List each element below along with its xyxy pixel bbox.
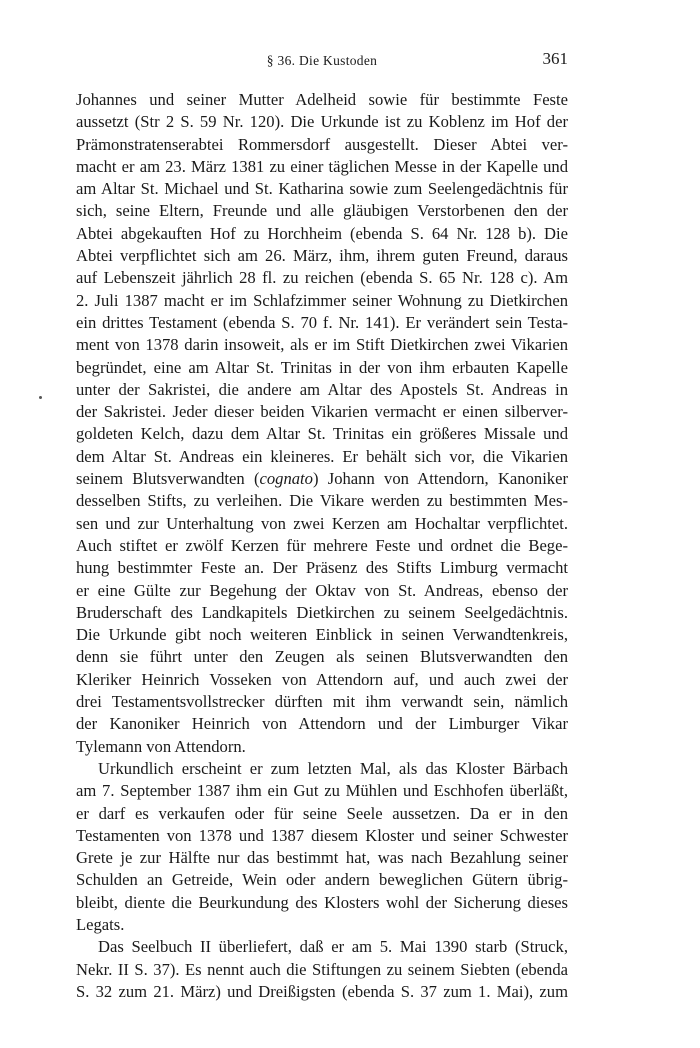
text-line: er eine Gülte zur Begehung der Oktav von St. Andreas, ebenso der bbox=[76, 580, 568, 600]
text-line: Bruderschaft des Landkapitels Dietkirchen zu seinem Seelgedächtnis. bbox=[76, 602, 568, 622]
text-line: am Altar St. Michael und St. Katharina sowie zum Seelengedächtnis für bbox=[76, 179, 568, 199]
text-line: Auch stiftet er zwölf Kerzen für mehrere Feste und ordnet die Bege- bbox=[76, 535, 568, 555]
text-line: Abtei abgekauften Hof zu Horchheim (ebenda S. 64 Nr. 128 b). Die bbox=[76, 223, 568, 243]
text-line: macht er am 23. März 1381 zu einer täglichen Messe in der Kapelle und bbox=[76, 156, 568, 176]
text-line: unter der Sakristei, die andere am Altar des Apostels St. Andreas in bbox=[76, 379, 568, 399]
text-line: Urkundlich erscheint er zum letzten Mal, als das Kloster Bärbach bbox=[98, 758, 568, 778]
text-line: Legats. bbox=[76, 914, 125, 934]
text-line: der Kanoniker Heinrich von Attendorn und der Limburger Vikar bbox=[76, 714, 568, 734]
text-line: desselben Stifts, zu verleihen. Die Vikare werden zu bestimmten Mes- bbox=[76, 491, 568, 511]
text-line: denn sie führt unter den Zeugen als seinen Blutsverwandten den bbox=[76, 647, 568, 667]
text-line: auf Lebenszeit jährlich 28 fl. zu reichen (ebenda S. 65 Nr. 128 c). Am bbox=[76, 268, 568, 288]
text-line: aussetzt (Str 2 S. 59 Nr. 120). Die Urkunde ist zu Koblenz im Hof der bbox=[76, 112, 568, 132]
text-line: Das Seelbuch II überliefert, daß er am 5. Mai 1390 starb (Struck, bbox=[98, 937, 568, 957]
text-line: goldeten Kelch, dazu dem Altar St. Trinitas ein größeres Missale und bbox=[76, 424, 568, 444]
text-line: der Sakristei. Jeder dieser beiden Vikarien vermacht er einen silberver- bbox=[76, 402, 568, 422]
text-line: begründet, eine am Altar St. Trinitas in der von ihm erbauten Kapelle bbox=[76, 357, 568, 377]
text-line: am 7. September 1387 ihm ein Gut zu Mühlen und Eschhofen überläßt, bbox=[76, 781, 568, 801]
text-line: bleibt, diente die Beurkundung des Klosters wohl der Sicherung dieses bbox=[76, 892, 568, 912]
text-line: Nekr. II S. 37). Es nennt auch die Stiftungen zu seinem Siebten (ebenda bbox=[76, 959, 568, 979]
text-line: Prämonstratenserabtei Rommersdorf ausgestellt. Dieser Abtei ver- bbox=[76, 134, 568, 154]
text-line: Johannes und seiner Mutter Adelheid sowie für bestimmte Feste bbox=[76, 90, 568, 109]
text-line: Schulden an Getreide, Wein oder andern beweglichen Gütern übrig- bbox=[76, 870, 568, 890]
text-line: seinem Blutsverwandten (cognato) Johann von Attendorn, Kanoniker bbox=[76, 469, 568, 489]
text-line: Tylemann von Attendorn. bbox=[76, 736, 246, 756]
text-line: Testamenten von 1378 und 1387 diesem Kloster und seiner Schwester bbox=[76, 825, 568, 845]
text-line: ment von 1378 darin insoweit, als er im Stift Dietkirchen zwei Vikarien bbox=[76, 335, 568, 355]
text-line: Grete je zur Hälfte nur das bestimmt hat, was nach Bezahlung seiner bbox=[76, 848, 568, 868]
text-line: Kleriker Heinrich Vosseken von Attendorn auf, und auch zwei der bbox=[76, 669, 568, 689]
text-line: sen und zur Unterhaltung von zwei Kerzen am Hochaltar verpflichtet. bbox=[76, 513, 568, 533]
text-line: Die Urkunde gibt noch weiteren Einblick in seinen Verwandtenkreis, bbox=[76, 625, 568, 645]
text-line: 2. Juli 1387 macht er im Schlafzimmer seiner Wohnung zu Dietkirchen bbox=[76, 290, 568, 310]
text-line: Abtei verpflichtet sich am 26. März, ihm, ihrem guten Freund, daraus bbox=[76, 246, 568, 266]
text-line: er darf es verkaufen oder für seine Seele aussetzen. Da er in den bbox=[76, 803, 568, 823]
page-number: 361 bbox=[542, 49, 568, 68]
text-line: drei Testamentsvollstrecker dürften mit ihm verwandt sein, nämlich bbox=[76, 692, 568, 712]
margin-mark bbox=[39, 396, 42, 399]
running-title: § 36. Die Kustoden bbox=[266, 53, 378, 68]
page-header bbox=[76, 49, 568, 71]
text-line: ein drittes Testament (ebenda S. 70 f. Nr. 141). Er verändert sein Testa- bbox=[76, 312, 568, 332]
text-line: hung bestimmter Feste an. Der Präsenz des Stifts Limburg vermacht bbox=[76, 558, 568, 578]
text-line: sich, seine Eltern, Freunde und alle gläubigen Verstorbenen den der bbox=[76, 201, 568, 221]
text-line: S. 32 zum 21. März) und Dreißigsten (ebenda S. 37 zum 1. Mai), zum bbox=[76, 981, 568, 1001]
body-text bbox=[76, 89, 568, 1003]
text-line: dem Altar St. Andreas ein kleineres. Er behält sich vor, die Vikarien bbox=[76, 446, 568, 466]
